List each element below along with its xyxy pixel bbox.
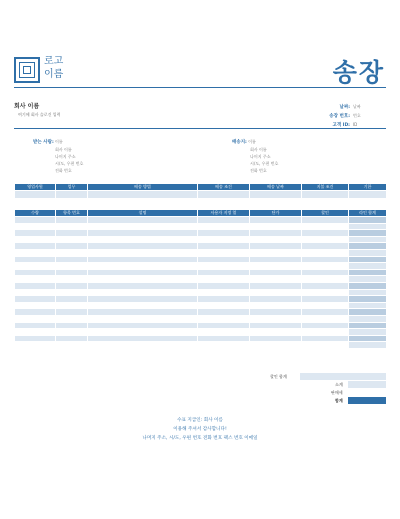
table-cell[interactable] (198, 335, 250, 342)
table-cell[interactable] (198, 256, 250, 263)
table-cell[interactable] (302, 236, 349, 243)
logo-line1: 로고 (44, 56, 64, 67)
footer-thanks: 이용해 주셔서 감사합니다! (173, 427, 227, 432)
table-cell[interactable] (88, 322, 198, 329)
invoice-number-label: 송장 번호: (329, 114, 350, 119)
line-total-cell[interactable] (349, 322, 387, 329)
table-cell[interactable] (88, 230, 198, 237)
total-label: 합계 (335, 398, 343, 403)
table-cell[interactable] (56, 335, 88, 342)
line-total-cell[interactable] (349, 276, 387, 283)
table-cell[interactable] (88, 223, 198, 230)
table-cell[interactable] (88, 289, 198, 296)
table-cell[interactable] (250, 243, 302, 250)
table-cell[interactable] (56, 263, 88, 270)
customer-id-value[interactable]: ID (353, 122, 358, 127)
ship-to-line[interactable]: 시/도, 우편 번호 (250, 161, 279, 166)
company-slogan[interactable]: 여기에 회사 슬로건 입력 (18, 112, 61, 117)
line-total-cell[interactable] (349, 329, 387, 336)
table-cell[interactable] (250, 276, 302, 283)
table-cell[interactable] (56, 296, 88, 303)
bill-to-block (33, 138, 83, 174)
table-row (15, 302, 387, 309)
col-header: 배송 조건 (198, 184, 250, 191)
line-total-cell[interactable] (349, 249, 387, 256)
table-cell[interactable] (250, 282, 302, 289)
line-total-cell[interactable] (349, 309, 387, 316)
table-cell[interactable] (198, 236, 250, 243)
col-header: 사용자 지정 열 (198, 210, 250, 217)
table-cell[interactable] (302, 322, 349, 329)
line-total-cell[interactable] (349, 296, 387, 303)
col-header: 배송 방법 (88, 184, 198, 191)
ship-to-line[interactable]: 나머지 주소 (250, 154, 271, 159)
mid-divider (14, 128, 386, 129)
table-cell[interactable] (56, 230, 88, 237)
table-cell[interactable] (88, 302, 198, 309)
table-row (15, 223, 387, 230)
table-cell[interactable] (88, 282, 198, 289)
table-cell[interactable] (302, 296, 349, 303)
table-row (15, 322, 387, 329)
table-cell[interactable] (198, 269, 250, 276)
table-cell[interactable] (250, 217, 302, 224)
table-cell[interactable] (198, 282, 250, 289)
table-cell[interactable] (56, 236, 88, 243)
table-cell[interactable] (302, 282, 349, 289)
table-cell[interactable] (250, 302, 302, 309)
ship-to-block (232, 138, 278, 174)
table-row (15, 269, 387, 276)
table-cell[interactable] (302, 269, 349, 276)
table-cell[interactable] (56, 276, 88, 283)
table-cell[interactable] (302, 329, 349, 336)
table-cell[interactable] (302, 191, 349, 199)
bill-to-line[interactable]: 회사 이름 (55, 147, 72, 152)
subtotal-label: 소계 (335, 382, 343, 387)
line-total-cell[interactable] (349, 335, 387, 342)
ship-to-line[interactable]: 회사 이름 (250, 147, 267, 152)
date-value[interactable]: 날짜 (353, 104, 361, 109)
table-cell[interactable] (198, 329, 250, 336)
table-cell[interactable] (198, 249, 250, 256)
table-cell[interactable] (56, 243, 88, 250)
customer-id-label: 고객 ID: (332, 123, 350, 128)
table-cell[interactable] (56, 322, 88, 329)
table-cell[interactable] (302, 302, 349, 309)
table-cell[interactable] (15, 217, 56, 224)
col-header: 업무 (56, 184, 88, 191)
table-cell[interactable] (15, 230, 56, 237)
col-header: 할인 (302, 210, 349, 217)
table-row (15, 217, 387, 224)
sales-tax-label: 판매세 (331, 390, 343, 395)
table-row (15, 236, 387, 243)
table-cell[interactable] (302, 335, 349, 342)
table-cell[interactable] (56, 269, 88, 276)
col-header: 라인 합계 (349, 210, 387, 217)
table-row (15, 230, 387, 237)
table-cell[interactable] (15, 249, 56, 256)
table-cell[interactable] (250, 230, 302, 237)
table-cell[interactable] (56, 217, 88, 224)
table-cell[interactable] (250, 342, 302, 349)
table-cell[interactable] (15, 329, 56, 336)
footer (0, 416, 400, 443)
line-total-cell[interactable] (349, 230, 387, 237)
total-value[interactable] (348, 397, 386, 404)
line-total-cell[interactable] (349, 243, 387, 250)
table-cell[interactable] (250, 236, 302, 243)
line-total-cell[interactable] (349, 236, 387, 243)
table-cell[interactable] (88, 309, 198, 316)
company-name[interactable]: 회사 이름 (14, 103, 40, 110)
table-cell[interactable] (198, 230, 250, 237)
table-cell[interactable] (302, 223, 349, 230)
table-cell[interactable] (250, 223, 302, 230)
table-cell[interactable] (88, 269, 198, 276)
table-cell[interactable] (88, 263, 198, 270)
table-cell[interactable] (15, 322, 56, 329)
table-row (15, 335, 387, 342)
table-cell[interactable] (302, 249, 349, 256)
table-cell[interactable] (15, 256, 56, 263)
bill-to-name[interactable]: 이름 (55, 139, 63, 144)
table-cell[interactable] (15, 269, 56, 276)
table-cell[interactable] (15, 296, 56, 303)
table-cell[interactable] (88, 243, 198, 250)
line-total-cell[interactable] (349, 342, 387, 349)
line-total-cell[interactable] (349, 217, 387, 224)
table-cell[interactable] (302, 230, 349, 237)
table-cell[interactable] (198, 315, 250, 322)
table-cell[interactable] (198, 309, 250, 316)
table-cell[interactable] (15, 309, 56, 316)
col-header: 영업사원 (15, 184, 56, 191)
table-cell[interactable] (56, 342, 88, 349)
items-table (14, 209, 387, 349)
top-divider (14, 87, 386, 88)
line-total-cell[interactable] (349, 289, 387, 296)
table-cell[interactable] (250, 289, 302, 296)
table-cell[interactable] (302, 342, 349, 349)
table-cell[interactable] (198, 342, 250, 349)
table-cell[interactable] (15, 236, 56, 243)
table-cell[interactable] (56, 256, 88, 263)
table-cell[interactable] (198, 243, 250, 250)
table-cell[interactable] (15, 335, 56, 342)
col-header: 지불 조건 (302, 184, 349, 191)
table-cell[interactable] (56, 329, 88, 336)
table-cell[interactable] (88, 256, 198, 263)
table-cell[interactable] (250, 296, 302, 303)
col-header: 단가 (250, 210, 302, 217)
line-total-cell[interactable] (349, 263, 387, 270)
table-cell[interactable] (302, 276, 349, 283)
table-cell[interactable] (56, 289, 88, 296)
table-cell[interactable] (302, 217, 349, 224)
discount-total-label: 할인 합계 (270, 374, 287, 379)
table-cell[interactable] (250, 315, 302, 322)
table-row (15, 249, 387, 256)
invoice-meta (329, 103, 370, 130)
table-cell[interactable] (302, 289, 349, 296)
table-cell[interactable] (302, 309, 349, 316)
table-cell[interactable] (15, 263, 56, 270)
table-cell[interactable] (198, 223, 250, 230)
logo-name (44, 55, 63, 81)
table-cell[interactable] (56, 282, 88, 289)
table-row (15, 296, 387, 303)
table-cell[interactable] (56, 191, 88, 199)
table-cell[interactable] (302, 263, 349, 270)
table-cell[interactable] (56, 315, 88, 322)
table-cell[interactable] (15, 342, 56, 349)
table-cell[interactable] (250, 249, 302, 256)
line-total-cell[interactable] (349, 256, 387, 263)
ship-to-label: 배송지: (232, 140, 247, 145)
table-cell[interactable] (88, 335, 198, 342)
table-cell[interactable] (250, 256, 302, 263)
table-cell[interactable] (15, 315, 56, 322)
table-row (15, 263, 387, 270)
table-cell[interactable] (15, 282, 56, 289)
sales-tax-value[interactable] (348, 389, 386, 396)
col-header: 수량 (15, 210, 56, 217)
col-header: 배송 날짜 (250, 184, 302, 191)
table-row (15, 256, 387, 263)
line-total-cell[interactable] (349, 302, 387, 309)
table-cell[interactable] (56, 249, 88, 256)
table-row (15, 289, 387, 296)
ship-to-name[interactable]: 이름 (248, 139, 256, 144)
table-cell[interactable] (88, 249, 198, 256)
table-cell[interactable] (250, 309, 302, 316)
discount-total-value[interactable] (300, 373, 348, 380)
bill-to-line[interactable]: 시/도, 우편 번호 (55, 161, 84, 166)
table-cell[interactable] (198, 302, 250, 309)
table-cell[interactable] (250, 322, 302, 329)
table-cell[interactable] (250, 329, 302, 336)
table-cell[interactable] (302, 315, 349, 322)
discount-line-total[interactable] (348, 373, 386, 380)
col-header: 기한 (349, 184, 387, 191)
invoice-number-value[interactable]: 번호 (353, 113, 361, 118)
table-cell[interactable] (198, 296, 250, 303)
table-cell[interactable] (250, 335, 302, 342)
table-cell[interactable] (88, 315, 198, 322)
col-header: 항목 번호 (56, 210, 88, 217)
table-cell[interactable] (15, 289, 56, 296)
table-cell[interactable] (88, 276, 198, 283)
table-cell[interactable] (198, 217, 250, 224)
table-cell[interactable] (349, 191, 387, 199)
table-cell[interactable] (88, 236, 198, 243)
footer-contact: 나머지 주소, 시/도, 우편 번호 전화 번호 팩스 번호 이메일 (142, 436, 258, 441)
table-cell[interactable] (88, 342, 198, 349)
table-row (15, 276, 387, 283)
logo-icon (14, 57, 40, 83)
table-cell[interactable] (56, 309, 88, 316)
col-header: 설명 (88, 210, 198, 217)
bill-to-line[interactable]: 전화 번호 (55, 168, 72, 173)
table-cell[interactable] (15, 302, 56, 309)
line-total-cell[interactable] (349, 269, 387, 276)
table-cell[interactable] (56, 302, 88, 309)
date-label: 날짜: (339, 105, 350, 110)
table-cell[interactable] (15, 191, 56, 199)
table-cell[interactable] (198, 289, 250, 296)
table-row (15, 309, 387, 316)
logo-line2: 이름 (44, 69, 64, 80)
footer-payable: 수표 지급인: 회사 이름 (177, 418, 223, 423)
table-cell[interactable] (15, 276, 56, 283)
table-row (15, 282, 387, 289)
table-cell[interactable] (88, 217, 198, 224)
line-total-cell[interactable] (349, 315, 387, 322)
table-cell[interactable] (88, 191, 198, 199)
line-total-cell[interactable] (349, 223, 387, 230)
bill-to-line[interactable]: 나머지 주소 (55, 154, 76, 159)
shipping-table (14, 183, 387, 199)
table-cell[interactable] (198, 322, 250, 329)
table-row (15, 329, 387, 336)
table-cell[interactable] (198, 263, 250, 270)
table-row (15, 342, 387, 349)
table-cell[interactable] (88, 329, 198, 336)
table-row (15, 315, 387, 322)
table-cell[interactable] (88, 296, 198, 303)
table-cell[interactable] (198, 191, 250, 199)
bill-to-label: 받는 사람: (33, 140, 54, 145)
subtotal-value[interactable] (348, 381, 386, 388)
table-cell[interactable] (15, 223, 56, 230)
table-row (15, 243, 387, 250)
table-cell[interactable] (56, 223, 88, 230)
table-cell[interactable] (250, 269, 302, 276)
table-cell[interactable] (250, 263, 302, 270)
ship-to-line[interactable]: 전화 번호 (250, 168, 267, 173)
page-title: 송장 (332, 58, 385, 87)
table-cell[interactable] (15, 243, 56, 250)
table-cell[interactable] (302, 243, 349, 250)
table-cell[interactable] (198, 276, 250, 283)
table-cell[interactable] (302, 256, 349, 263)
table-cell[interactable] (250, 191, 302, 199)
line-total-cell[interactable] (349, 282, 387, 289)
